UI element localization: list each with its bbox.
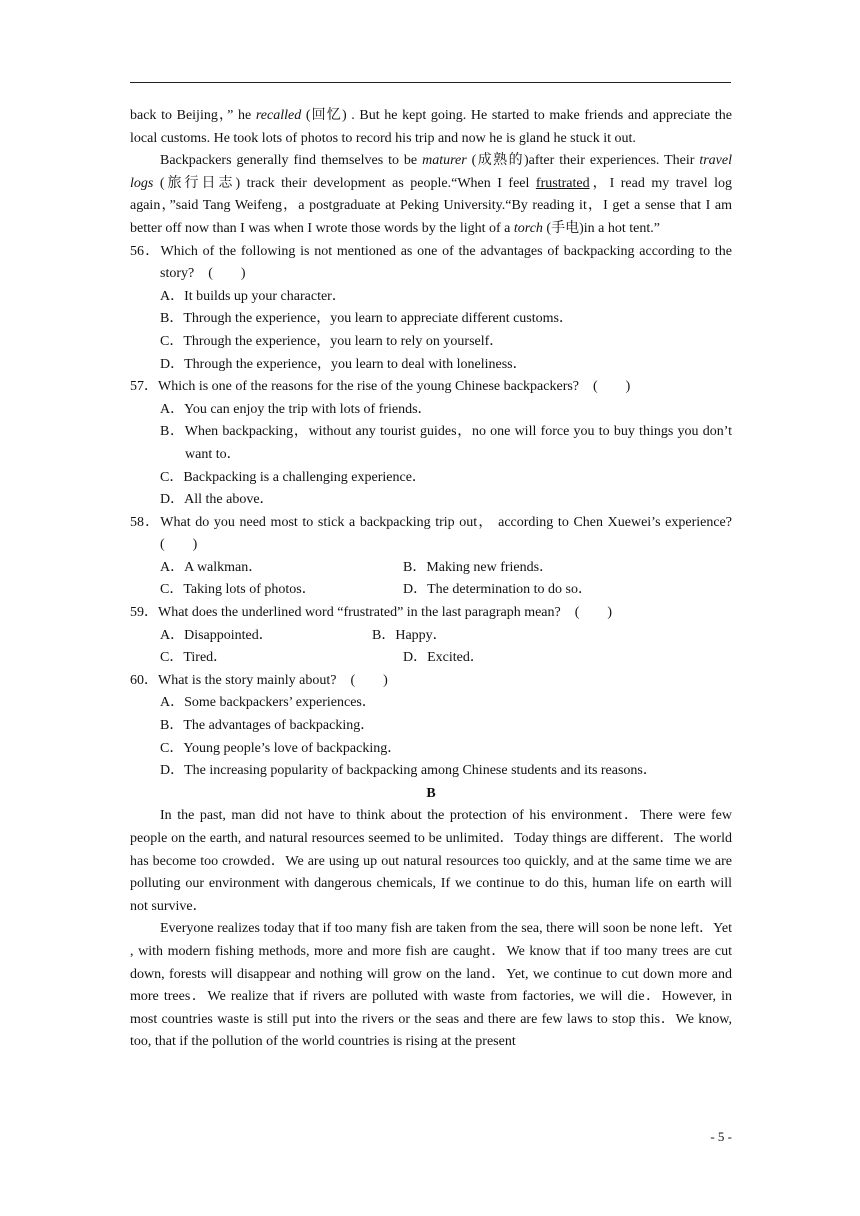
- answer-option[interactable]: C．Backpacking is a challenging experience．: [160, 469, 426, 485]
- answer-option[interactable]: A．You can enjoy the trip with lots of friends．: [160, 401, 432, 417]
- question-stem: 60．What is the story mainly about? ( ): [130, 672, 388, 688]
- answer-option[interactable]: C．Tired．: [160, 650, 228, 666]
- answer-option[interactable]: D．All the above．: [160, 492, 274, 508]
- answer-option[interactable]: A．It builds up your character．: [160, 288, 346, 304]
- text-span: (回忆) . But he kept going. He started to make friends and appreciate the local customs. He took lots of photos to record his trip and now he is gland he stuck it out.: [130, 108, 732, 146]
- header-rule: [130, 82, 731, 83]
- text-span: (成熟的)after their experiences. Their: [466, 153, 700, 169]
- italic-term: torch: [513, 220, 543, 236]
- answer-option[interactable]: D．Excited．: [403, 650, 484, 666]
- answer-option[interactable]: B．Happy．: [372, 627, 447, 643]
- answer-option[interactable]: B．Through the experience，you learn to appreciate different customs．: [160, 311, 573, 327]
- text-span: (旅行日志) track their development as people.“When I feel: [153, 175, 536, 191]
- italic-term: recalled: [255, 108, 302, 123]
- answer-option[interactable]: D．Through the experience，you learn to deal with loneliness．: [160, 356, 527, 372]
- passage-paragraph: [130, 150, 732, 240]
- option-row: [130, 557, 732, 580]
- question-stem: 59．What does the underlined word “frustrated” in the last paragraph mean? ( ): [130, 605, 613, 621]
- answer-option[interactable]: A．A walkman．: [160, 559, 263, 575]
- text-span: ，I read my travel log again，”said Tang Weifeng，a postgraduate at Peking University.“By reading it，I get a sense that I am better off now than I was when I wrote those words by the light of a: [130, 175, 732, 236]
- answer-option[interactable]: B．The advantages of backpacking．: [160, 718, 375, 734]
- option-row: [130, 579, 732, 602]
- passage-paragraph: In the past, man did not have to think about the protection of his environment．There were few people on the earth, and natural resources seemed to be unlimited．Today things are different．The world has become too crowded．We are using up out natural resources too quickly, and at the same time we are polluting our environment with dangerous chemicals, If we continue to do this, human life on earth will not survive．: [130, 808, 732, 914]
- answer-option[interactable]: A．Disappointed．: [160, 627, 273, 643]
- question-stem: 56．Which of the following is not mentioned as one of the advantages of backpacking according to the story? ( ): [130, 243, 732, 282]
- page-number: - 5 -: [710, 1129, 732, 1144]
- answer-option[interactable]: B．Making new friends．: [403, 559, 554, 575]
- answer-option[interactable]: D．The increasing popularity of backpacking among Chinese students and its reasons．: [160, 763, 657, 779]
- answer-option[interactable]: A．Some backpackers’ experiences．: [160, 695, 376, 711]
- question-stem: 57．Which is one of the reasons for the rise of the young Chinese backpackers? ( ): [130, 379, 631, 395]
- passage-paragraph: Everyone realizes today that if too many fish are taken from the sea, there will soon be none left．Yet , with modern fishing methods, more and more fish are caught．We know that if too many trees are cut down, forests will disappear and nothing will grow on the land．Yet, we continue to cut down more and more trees．We realize that if rivers are polluted with waste from factories, we will die．However, in most countries waste is still put into the rivers or the seas and there are few laws to stop this．We know, too, that if the pollution of the world countries is rising at the present: [130, 921, 732, 1050]
- text-span: Backpackers generally find themselves to be: [160, 153, 423, 169]
- answer-option[interactable]: C．Taking lots of photos．: [160, 582, 316, 598]
- italic-term: maturer: [422, 153, 467, 169]
- passage-paragraph: [130, 105, 732, 150]
- underlined-word: frustrated: [535, 175, 590, 191]
- option-row: [130, 647, 732, 670]
- answer-option[interactable]: B．When backpacking，without any tourist guides，no one will force you to buy things you don’t want to．: [160, 424, 732, 462]
- italic-term: travel logs: [130, 153, 732, 191]
- question-stem: 58．What do you need most to stick a backpacking trip out， according to Chen Xuewei’s experience? ( ): [130, 514, 746, 553]
- answer-option[interactable]: C．Through the experience，you learn to rely on yourself．: [160, 333, 504, 349]
- text-span: back to Beijing，” he: [130, 108, 256, 123]
- page-content: [130, 105, 746, 1054]
- answer-option[interactable]: D．The determination to do so．: [403, 582, 592, 598]
- text-span: (手电)in a hot tent.”: [542, 220, 660, 236]
- option-row: [130, 625, 732, 648]
- section-heading: B: [426, 785, 436, 801]
- answer-option[interactable]: C．Young people’s love of backpacking．: [160, 740, 402, 756]
